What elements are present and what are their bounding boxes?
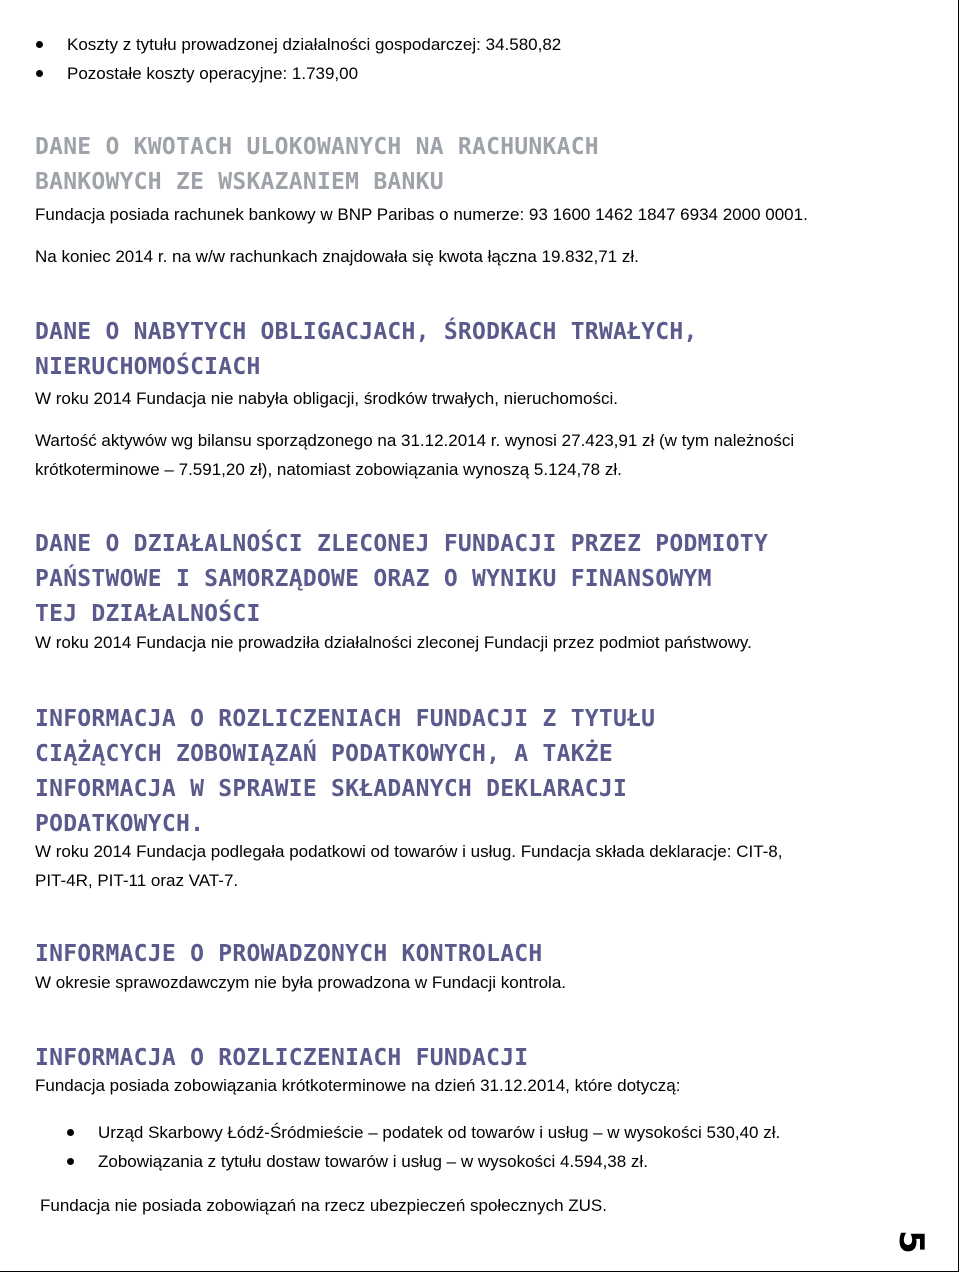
section-heading: TEJ DZIAŁALNOŚCI (35, 601, 261, 627)
section-heading: DANE O DZIAŁALNOŚCI ZLECONEJ FUNDACJI PRZEZ PODMIOTY (35, 531, 769, 557)
paragraph: Na koniec 2014 r. na w/w rachunkach znajdowała się kwota łączna 19.832,71 zł. (35, 247, 639, 266)
page-number: 5 (891, 1230, 931, 1254)
paragraph: PIT-4R, PIT-11 oraz VAT-7. (35, 871, 239, 890)
section-inspections (35, 937, 543, 972)
list-item: Koszty z tytułu prowadzonej działalności gospodarczej: 34.580,82 (67, 35, 562, 54)
paragraph: W roku 2014 Fundacja podlegała podatkowi od towarów i usług. Fundacja składa deklaracje: CIT-8, (35, 842, 783, 861)
section-bank-accounts (35, 130, 599, 200)
list-item: Urząd Skarbowy Łódź-Śródmieście – podatek od towarów i usług – w wysokości 530,40 zł. (98, 1123, 781, 1142)
bullet-dot (67, 1158, 74, 1165)
section-heading: INFORMACJA O ROZLICZENIACH FUNDACJI Z TYTUŁU (35, 706, 656, 732)
section-commissioned-activity (35, 527, 768, 632)
section-heading: INFORMACJA O ROZLICZENIACH FUNDACJI (35, 1045, 529, 1071)
section-bonds-assets (35, 315, 698, 385)
bullet-dot (36, 41, 43, 48)
section-settlements (35, 1041, 528, 1076)
section-heading: NIERUCHOMOŚCIACH (35, 354, 261, 380)
section-heading: DANE O KWOTACH ULOKOWANYCH NA RACHUNKACH (35, 134, 599, 160)
section-heading: CIĄŻĄCYCH ZOBOWIĄZAŃ PODATKOWYCH, A TAKŻE (35, 741, 613, 767)
list-item: Zobowiązania z tytułu dostaw towarów i usług – w wysokości 4.594,38 zł. (98, 1152, 648, 1171)
paragraph: W roku 2014 Fundacja nie prowadziła działalności zleconej Fundacji przez podmiot państwowy. (35, 633, 752, 652)
section-tax-settlements (35, 702, 655, 842)
paragraph: W roku 2014 Fundacja nie nabyła obligacji, środków trwałych, nieruchomości. (35, 389, 619, 408)
section-heading: DANE O NABYTYCH OBLIGACJACH, ŚRODKACH TRWAŁYCH, (35, 319, 698, 345)
paragraph: Fundacja posiada zobowiązania krótkoterminowe na dzień 31.12.2014, które dotyczą: (35, 1076, 681, 1095)
paragraph: W okresie sprawozdawczym nie była prowadzona w Fundacji kontrola. (35, 973, 567, 992)
section-heading: PAŃSTWOWE I SAMORZĄDOWE ORAZ O WYNIKU FINANSOWYM (35, 566, 712, 592)
bullet-dot (36, 70, 43, 77)
section-heading: BANKOWYCH ZE WSKAZANIEM BANKU (35, 169, 444, 195)
section-heading: INFORMACJA W SPRAWIE SKŁADANYCH DEKLARACJI (35, 776, 628, 802)
section-heading: PODATKOWYCH. (35, 811, 205, 837)
paragraph: Fundacja posiada rachunek bankowy w BNP Paribas o numerze: 93 1600 1462 1847 6934 2000 0001. (35, 205, 808, 224)
bullet-dot (67, 1129, 74, 1136)
paragraph: krótkoterminowe – 7.591,20 zł), natomiast zobowiązania wynoszą 5.124,78 zł. (35, 460, 622, 479)
paragraph: Wartość aktywów wg bilansu sporządzonego na 31.12.2014 r. wynosi 27.423,91 zł (w tym należności (35, 431, 795, 450)
list-item: Pozostałe koszty operacyjne: 1.739,00 (67, 64, 359, 83)
section-heading: INFORMACJE O PROWADZONYCH KONTROLACH (35, 941, 543, 967)
paragraph: Fundacja nie posiada zobowiązań na rzecz ubezpieczeń społecznych ZUS. (40, 1196, 607, 1215)
